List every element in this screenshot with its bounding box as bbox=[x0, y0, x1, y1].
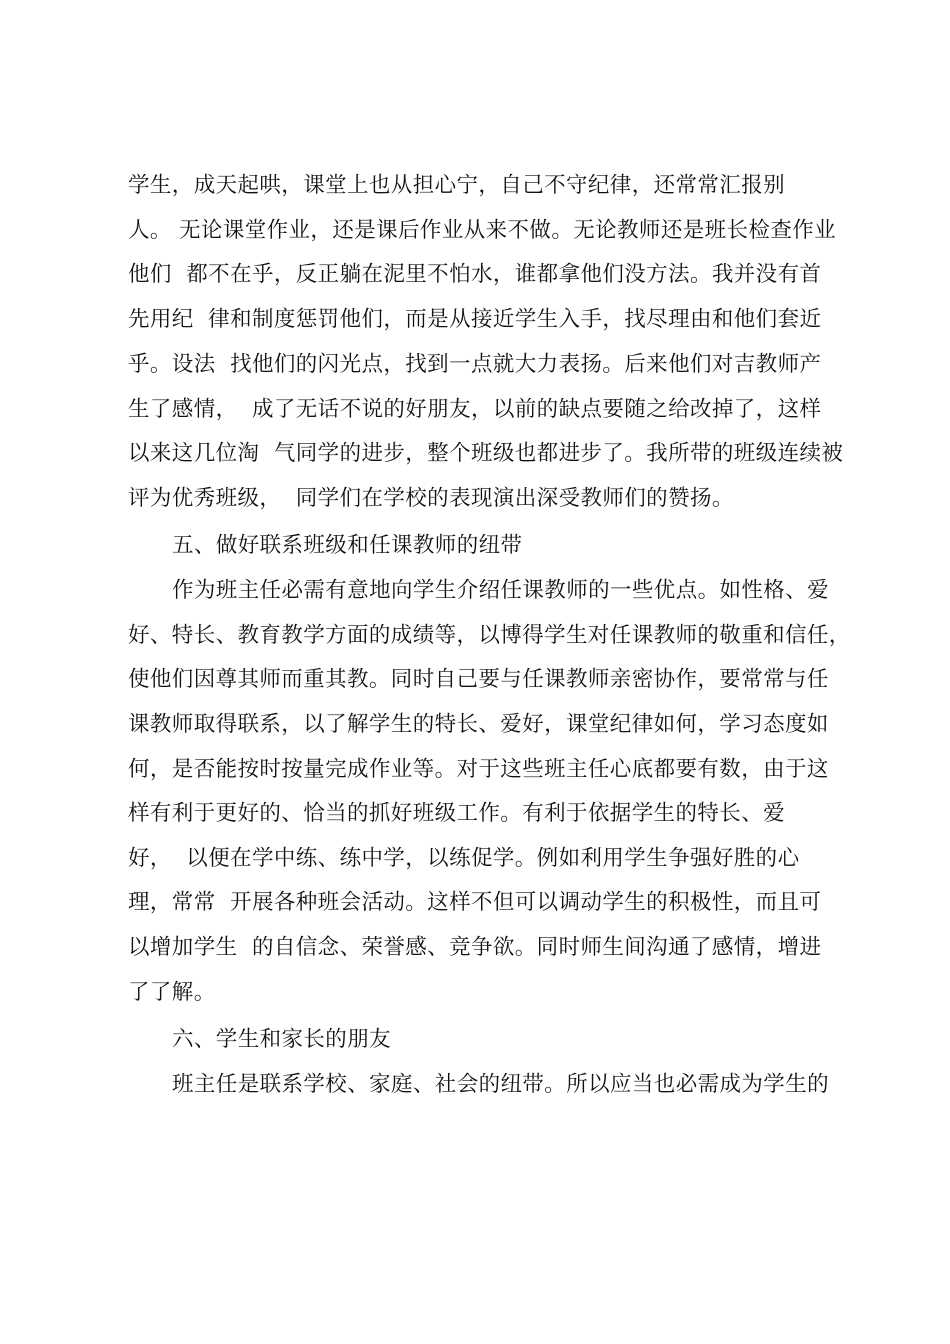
paragraph-line: 评为优秀班级， 同学们在学校的表现演出深受教师们的赞扬。 bbox=[128, 486, 734, 511]
paragraph-line: 作为班主任必需有意地向学生介绍任课教师的一些优点。如性格、爱 bbox=[172, 578, 830, 603]
paragraph-line: 生了感情， 成了无话不说的好朋友，以前的缺点要随之给改掉了，这样 bbox=[128, 397, 822, 422]
paragraph-line: 好、特长、教育教学方面的成绩等，以博得学生对任课教师的敬重和信任， bbox=[128, 623, 851, 648]
paragraph-line: 样有利于更好的、恰当的抓好班级工作。有利于依据学生的特长、爱 bbox=[128, 801, 786, 826]
paragraph-line: 以来这几位淘 气同学的进步，整个班级也都进步了。我所带的班级连续被 bbox=[128, 441, 844, 466]
paragraph-line: 先用纪 律和制度惩罚他们，而是从接近学生入手，找尽理由和他们套近 bbox=[128, 307, 822, 332]
paragraph-line: 好， 以便在学中练、练中学，以练促学。例如利用学生争强好胜的心 bbox=[128, 846, 800, 871]
paragraph-line: 班主任是联系学校、家庭、社会的纽带。所以应当也必需成为学生的 bbox=[172, 1072, 830, 1097]
paragraph-line: 课教师取得联系，以了解学生的特长、爱好，课堂纪律如何，学习态度如 bbox=[128, 712, 829, 737]
paragraph-line: 了了解。 bbox=[128, 980, 216, 1005]
paragraph-line: 理，常常 开展各种班会活动。这样不但可以调动学生的积极性，而且可 bbox=[128, 890, 822, 915]
paragraph-line: 乎。设法 找他们的闪光点，找到一点就大力表扬。后来他们对吉教师产 bbox=[128, 352, 822, 377]
section-heading-6: 六、学生和家长的朋友 bbox=[172, 1027, 392, 1052]
paragraph-line: 使他们因尊其师而重其教。同时自己要与任课教师亲密协作，要常常与任 bbox=[128, 667, 829, 692]
section-heading-5: 五、做好联系班级和任课教师的纽带 bbox=[172, 533, 523, 558]
paragraph-line: 学生，成天起哄，课堂上也从担心宁，自己不守纪律，还常常汇报别 bbox=[128, 173, 786, 198]
paragraph-line: 他们 都不在乎，反正躺在泥里不怕水，谁都拿他们没方法。我并没有首 bbox=[128, 262, 822, 287]
paragraph-line: 何，是否能按时按量完成作业等。对于这些班主任心底都要有数，由于这 bbox=[128, 757, 829, 782]
paragraph-line: 人。 无论课堂作业，还是课后作业从来不做。无论教师还是班长检查作业 bbox=[128, 218, 837, 243]
paragraph-line: 以增加学生 的自信念、荣誉感、竞争欲。同时师生间沟通了感情，增进 bbox=[128, 935, 822, 960]
